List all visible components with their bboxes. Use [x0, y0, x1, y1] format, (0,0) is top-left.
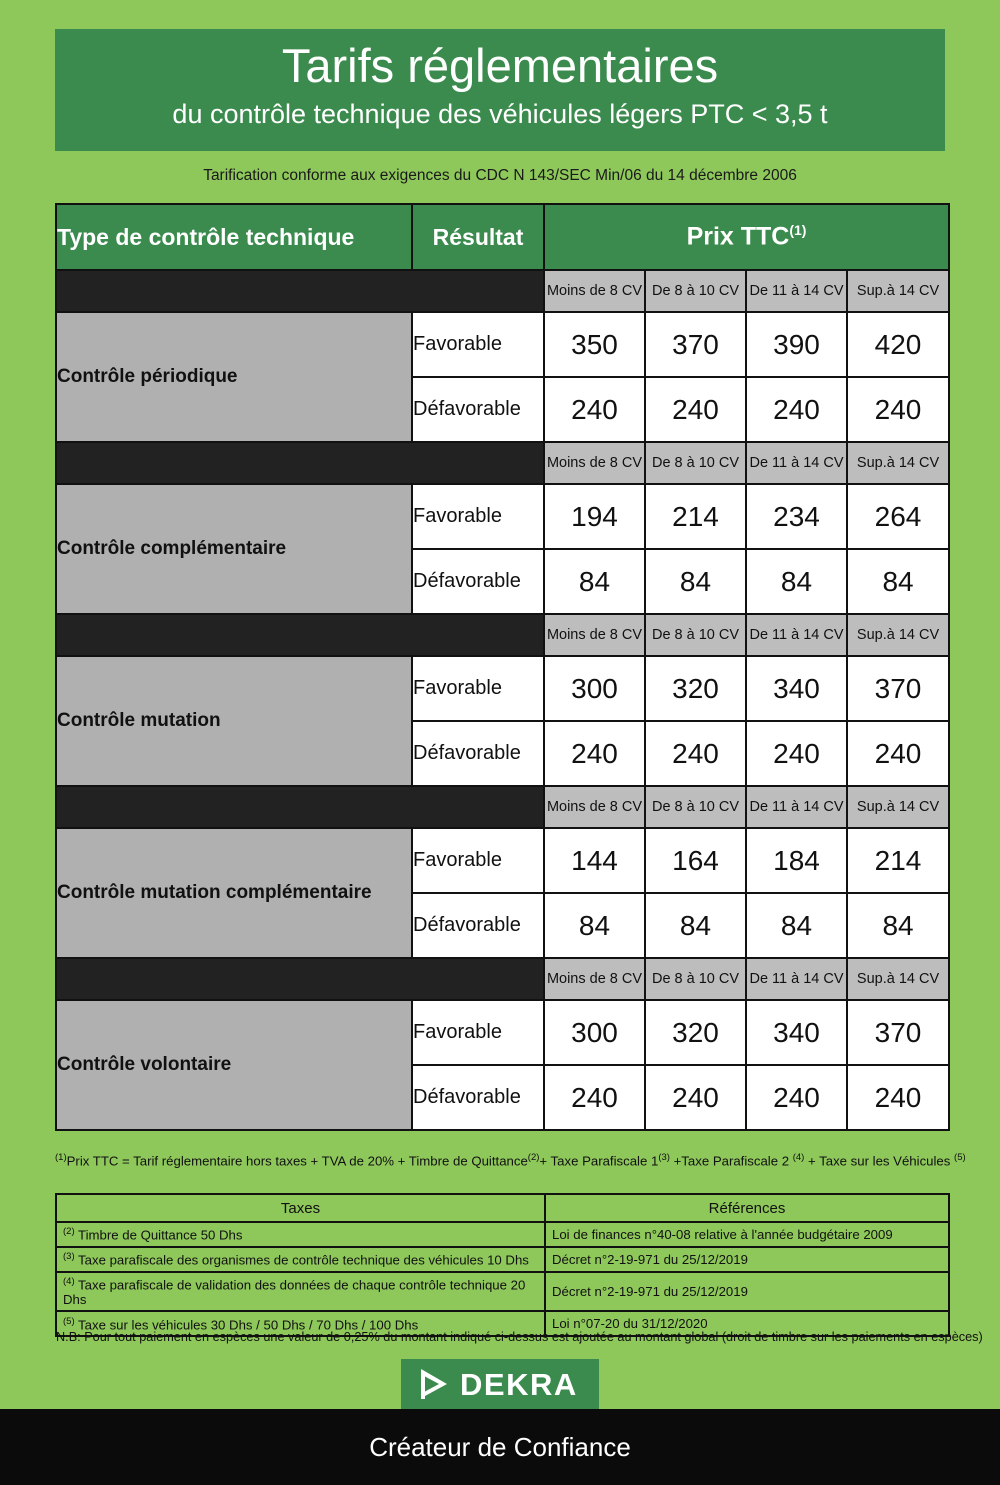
price-cell: 300	[544, 656, 645, 721]
cv-header-cell: De 11 à 14 CV	[746, 958, 847, 1000]
price-cell: 340	[746, 656, 847, 721]
price-cell: 144	[544, 828, 645, 893]
table-row	[56, 656, 949, 721]
result-cell-favorable: Favorable	[412, 828, 544, 893]
price-cell: 240	[544, 1065, 645, 1130]
tax-marker: (4)	[63, 1276, 75, 1287]
taxes-header-row	[56, 1194, 949, 1222]
price-cell: 84	[544, 549, 645, 614]
price-cell: 240	[847, 1065, 949, 1130]
price-cell: 370	[645, 312, 746, 377]
price-cell: 320	[645, 1000, 746, 1065]
table-header-row	[56, 204, 949, 270]
taxes-col-header-references: Références	[545, 1194, 949, 1222]
result-cell-favorable: Favorable	[412, 484, 544, 549]
price-cell: 84	[847, 893, 949, 958]
result-cell-favorable: Favorable	[412, 1000, 544, 1065]
control-type-cell: Contrôle mutation complémentaire	[56, 828, 412, 958]
control-type-cell: Contrôle mutation	[56, 656, 412, 786]
price-cell: 240	[746, 721, 847, 786]
tax-description-cell	[56, 1272, 545, 1311]
cv-header-row	[56, 270, 949, 312]
price-footnote-part1: Prix TTC = Tarif réglementaire hors taxes + TVA de 20% + Timbre de Quittance	[66, 1153, 528, 1169]
price-cell: 84	[746, 549, 847, 614]
cv-header-cell: De 8 à 10 CV	[645, 614, 746, 656]
tariff-table-head	[56, 204, 949, 270]
tax-description-cell	[56, 1247, 545, 1272]
header-banner	[55, 29, 945, 151]
taxes-col-header-taxes: Taxes	[56, 1194, 545, 1222]
tax-label: Taxe parafiscale de validation des données de chaque contrôle technique 20 Dhs	[63, 1277, 526, 1308]
price-cell: 240	[645, 721, 746, 786]
cv-header-cell: Moins de 8 CV	[544, 270, 645, 312]
taxes-row	[56, 1222, 949, 1247]
tax-reference-cell: Loi de finances n°40-08 relative à l'année budgétaire 2009	[545, 1222, 949, 1247]
tax-marker: (2)	[63, 1226, 75, 1238]
price-cell: 240	[847, 377, 949, 442]
tax-label: Taxe parafiscale des organismes de contrôle technique des véhicules 10 Dhs	[74, 1252, 529, 1268]
result-cell-defavorable: Défavorable	[412, 377, 544, 442]
cv-header-spacer	[56, 958, 544, 1000]
cv-header-spacer	[56, 786, 544, 828]
price-footnote-sup3: (3)	[658, 1152, 670, 1163]
price-footnote-part4: + Taxe sur les Véhicules	[804, 1153, 955, 1169]
result-cell-favorable: Favorable	[412, 312, 544, 377]
taxes-table-head	[56, 1194, 949, 1222]
control-type-cell: Contrôle complémentaire	[56, 484, 412, 614]
price-cell: 84	[645, 549, 746, 614]
tariff-table-body	[56, 270, 949, 1130]
cv-header-cell: De 8 à 10 CV	[645, 786, 746, 828]
result-cell-defavorable: Défavorable	[412, 1065, 544, 1130]
table-row	[56, 484, 949, 549]
price-cell: 84	[847, 549, 949, 614]
price-cell: 240	[544, 721, 645, 786]
price-cell: 240	[746, 377, 847, 442]
price-footnote-sup5: (5)	[954, 1152, 966, 1163]
page-subtitle: du contrôle technique des véhicules légers PTC < 3,5 t	[172, 99, 828, 129]
tax-label: Taxe sur les véhicules 30 Dhs / 50 Dhs / 70 Dhs / 100 Dhs	[74, 1317, 419, 1333]
cv-header-cell: Sup.à 14 CV	[847, 270, 949, 312]
dekra-logo	[401, 1359, 599, 1409]
cv-header-cell: De 11 à 14 CV	[746, 786, 847, 828]
price-cell: 240	[746, 1065, 847, 1130]
cv-header-spacer	[56, 270, 544, 312]
price-footnote-part3: +Taxe Parafiscale 2	[669, 1153, 793, 1169]
tax-reference-cell: Décret n°2-19-971 du 25/12/2019	[545, 1272, 949, 1311]
table-row	[56, 828, 949, 893]
cv-header-cell: Sup.à 14 CV	[847, 614, 949, 656]
result-cell-defavorable: Défavorable	[412, 549, 544, 614]
price-cell: 370	[847, 1000, 949, 1065]
price-cell: 370	[847, 656, 949, 721]
price-cell: 264	[847, 484, 949, 549]
price-footnote-sup2: (2)	[527, 1152, 540, 1163]
tax-marker: (3)	[63, 1251, 75, 1263]
footer-slogan: Créateur de Confiance	[369, 1431, 631, 1462]
cv-header-cell: Moins de 8 CV	[544, 958, 645, 1000]
cv-header-cell: De 8 à 10 CV	[645, 270, 746, 312]
price-footnote-part2: + Taxe Parafiscale 1	[539, 1153, 659, 1169]
cv-header-cell: De 11 à 14 CV	[746, 442, 847, 484]
price-cell: 240	[847, 721, 949, 786]
cv-header-cell: Moins de 8 CV	[544, 786, 645, 828]
col-header-result: Résultat	[412, 204, 544, 270]
price-cell: 240	[645, 377, 746, 442]
dekra-play-triangle-icon	[419, 1368, 449, 1400]
footer-bar	[0, 1409, 1000, 1485]
result-cell-favorable: Favorable	[412, 656, 544, 721]
cv-header-cell: Moins de 8 CV	[544, 442, 645, 484]
table-row	[56, 1000, 949, 1065]
tariff-table	[55, 203, 950, 1131]
dekra-logo-text: DEKRA	[460, 1366, 578, 1402]
tax-reference-cell: Décret n°2-19-971 du 25/12/2019	[545, 1247, 949, 1272]
price-cell: 164	[645, 828, 746, 893]
result-cell-defavorable: Défavorable	[412, 721, 544, 786]
conformity-note: Tarification conforme aux exigences du CDC N 143/SEC Min/06 du 14 décembre 2006	[203, 167, 797, 184]
page-title: Tarifs réglementaires	[281, 39, 719, 92]
price-cell: 84	[746, 893, 847, 958]
col-header-price-label: Prix TTC	[686, 222, 790, 251]
taxes-table-body	[56, 1222, 949, 1336]
control-type-cell: Contrôle périodique	[56, 312, 412, 442]
cv-header-row	[56, 786, 949, 828]
price-footnote-sup4: (4)	[792, 1152, 805, 1163]
col-header-type: Type de contrôle technique	[56, 204, 412, 270]
tax-description-cell	[56, 1222, 545, 1247]
cv-header-spacer	[56, 614, 544, 656]
price-cell: 320	[645, 656, 746, 721]
control-type-cell: Contrôle volontaire	[56, 1000, 412, 1130]
cv-header-cell: Moins de 8 CV	[544, 614, 645, 656]
col-header-price-footnote: (1)	[789, 222, 807, 239]
price-cell: 390	[746, 312, 847, 377]
tax-marker: (5)	[63, 1315, 75, 1327]
nb-note: N.B: Pour tout paiement en espèces une valeur de 0,25% du montant indiqué ci-dessus est ajoutée au montant global (droit de timbre sur les paiements en espèces)	[56, 1330, 983, 1344]
price-cell: 84	[645, 893, 746, 958]
price-cell: 84	[544, 893, 645, 958]
price-cell: 240	[645, 1065, 746, 1130]
cv-header-cell: Sup.à 14 CV	[847, 442, 949, 484]
taxes-table	[55, 1193, 950, 1337]
table-row	[56, 312, 949, 377]
price-cell: 214	[645, 484, 746, 549]
col-header-price	[544, 204, 949, 270]
cv-header-spacer	[56, 442, 544, 484]
price-cell: 340	[746, 1000, 847, 1065]
cv-header-cell: Sup.à 14 CV	[847, 958, 949, 1000]
price-cell: 214	[847, 828, 949, 893]
price-cell: 350	[544, 312, 645, 377]
cv-header-cell: Sup.à 14 CV	[847, 786, 949, 828]
cv-header-cell: De 11 à 14 CV	[746, 270, 847, 312]
taxes-row	[56, 1272, 949, 1311]
tax-reference-cell: Loi n°07-20 du 31/12/2020	[545, 1311, 949, 1336]
taxes-row	[56, 1247, 949, 1272]
price-cell: 184	[746, 828, 847, 893]
price-cell: 194	[544, 484, 645, 549]
cv-header-cell: De 8 à 10 CV	[645, 442, 746, 484]
tax-label: Timbre de Quittance 50 Dhs	[74, 1227, 243, 1243]
cv-header-row	[56, 614, 949, 656]
price-footnote-marker: (1)	[55, 1152, 67, 1163]
result-cell-defavorable: Défavorable	[412, 893, 544, 958]
price-cell: 234	[746, 484, 847, 549]
price-cell: 300	[544, 1000, 645, 1065]
price-cell: 240	[544, 377, 645, 442]
cv-header-cell: De 8 à 10 CV	[645, 958, 746, 1000]
cv-header-cell: De 11 à 14 CV	[746, 614, 847, 656]
cv-header-row	[56, 958, 949, 1000]
cv-header-row	[56, 442, 949, 484]
price-footnote	[55, 1152, 966, 1169]
price-cell: 420	[847, 312, 949, 377]
